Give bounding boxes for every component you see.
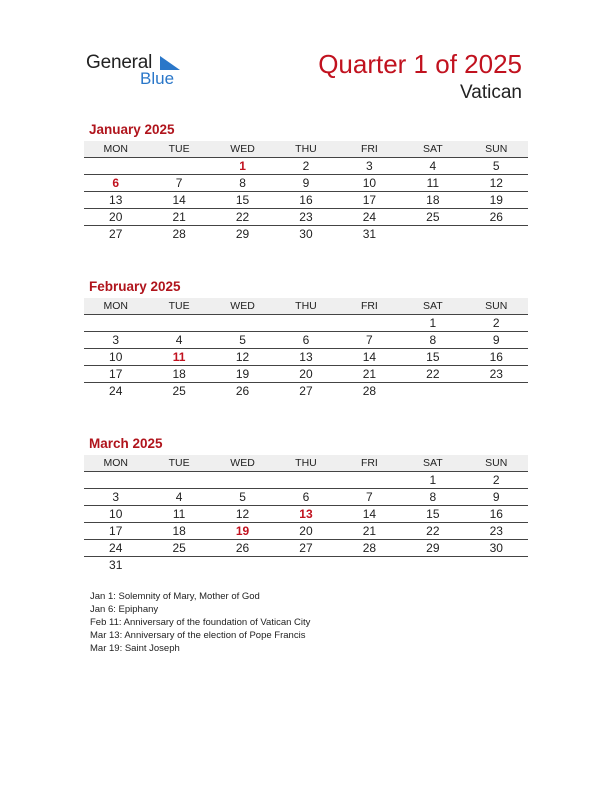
day-cell: 1 <box>429 473 437 487</box>
day-cell: 14 <box>362 350 377 364</box>
holiday-day-cell: 1 <box>239 159 246 173</box>
day-cell: 7 <box>366 490 373 504</box>
day-cell <box>84 472 147 488</box>
day-cell: 16 <box>489 350 503 364</box>
day-cell: 5 <box>239 490 246 504</box>
day-cell <box>274 557 337 573</box>
holiday-day-cell: 11 <box>172 350 186 364</box>
day-cell: 26 <box>235 541 250 555</box>
week-row <box>84 489 528 506</box>
day-cell: 10 <box>109 350 123 364</box>
day-cell: 7 <box>175 176 183 190</box>
weekday-header: WED <box>230 143 255 155</box>
week-row <box>84 349 528 366</box>
logo <box>86 52 196 92</box>
day-cell: 19 <box>235 367 250 381</box>
day-cell: 30 <box>489 541 503 555</box>
day-cell: 17 <box>362 193 377 207</box>
week-row <box>84 523 528 540</box>
holiday-note: Feb 11: Anniversary of the foundation of Vatican City <box>90 617 311 628</box>
day-cell <box>465 383 528 399</box>
month-title: March 2025 <box>89 436 163 451</box>
day-cell: 27 <box>299 384 313 398</box>
weekday-header: TUE <box>168 300 190 312</box>
day-cell: 21 <box>362 367 377 381</box>
weekday-header: THU <box>295 300 317 312</box>
day-cell: 6 <box>302 490 310 504</box>
day-cell: 18 <box>172 524 186 538</box>
weekday-header-row <box>84 141 528 158</box>
day-cell: 24 <box>362 210 377 224</box>
day-cell: 17 <box>109 367 123 381</box>
weekday-header: FRI <box>360 300 378 312</box>
day-cell: 8 <box>429 490 437 504</box>
day-cell: 10 <box>109 507 123 521</box>
week-row <box>84 472 528 489</box>
day-cell: 19 <box>489 193 503 207</box>
day-cell: 29 <box>235 227 250 241</box>
page-title: Quarter 1 of 2025 <box>318 49 522 79</box>
day-cell: 16 <box>489 507 503 521</box>
logo-general-text: General <box>86 52 153 73</box>
day-cell <box>338 315 401 331</box>
week-row <box>84 192 528 209</box>
day-cell: 25 <box>172 384 186 398</box>
day-cell: 2 <box>302 159 310 173</box>
day-cell <box>211 315 274 331</box>
day-cell: 8 <box>239 176 246 190</box>
day-cell: 28 <box>172 227 186 241</box>
weekday-header: SAT <box>422 300 443 312</box>
week-row <box>84 366 528 383</box>
day-cell: 14 <box>362 507 377 521</box>
month-title: February 2025 <box>89 279 181 294</box>
week-row <box>84 175 528 192</box>
day-cell <box>401 557 464 573</box>
weekday-header-row <box>84 298 528 315</box>
week-row <box>84 540 528 557</box>
holiday-day-cell: 19 <box>235 524 250 538</box>
day-cell: 2 <box>492 316 500 330</box>
day-cell: 29 <box>426 541 440 555</box>
weekday-header: SAT <box>422 457 443 469</box>
weekday-header: FRI <box>360 457 378 469</box>
day-cell <box>401 383 464 399</box>
day-cell: 9 <box>492 490 500 504</box>
day-cell: 18 <box>172 367 186 381</box>
day-cell: 30 <box>299 227 313 241</box>
day-cell: 31 <box>109 558 123 572</box>
day-cell: 21 <box>362 524 377 538</box>
day-cell: 11 <box>172 507 186 521</box>
day-cell: 10 <box>362 176 377 190</box>
week-row <box>84 209 528 226</box>
day-cell: 18 <box>426 193 440 207</box>
weekday-header: WED <box>230 300 255 312</box>
month-grid <box>84 141 528 242</box>
day-cell: 15 <box>426 507 440 521</box>
weekday-header: SUN <box>485 300 508 312</box>
week-row <box>84 315 528 332</box>
month-grid <box>84 298 528 399</box>
day-cell <box>338 557 401 573</box>
day-cell: 8 <box>429 333 437 347</box>
day-cell: 27 <box>299 541 313 555</box>
day-cell: 23 <box>489 367 503 381</box>
day-cell <box>211 557 274 573</box>
day-cell: 27 <box>109 227 123 241</box>
day-cell <box>147 557 210 573</box>
day-cell: 7 <box>366 333 373 347</box>
weekday-header: FRI <box>360 143 378 155</box>
day-cell: 26 <box>489 210 503 224</box>
weekday-header: MON <box>103 143 128 155</box>
day-cell: 11 <box>426 176 440 190</box>
day-cell: 20 <box>299 524 313 538</box>
day-cell: 24 <box>109 541 123 555</box>
day-cell: 31 <box>362 227 377 241</box>
day-cell <box>211 472 274 488</box>
day-cell <box>147 472 210 488</box>
day-cell: 26 <box>235 384 250 398</box>
day-cell <box>274 315 337 331</box>
day-cell: 4 <box>429 159 437 173</box>
holiday-note: Mar 19: Saint Joseph <box>90 643 180 654</box>
day-cell: 25 <box>426 210 440 224</box>
week-row <box>84 332 528 349</box>
month-title: January 2025 <box>89 122 175 137</box>
logo-blue-text: Blue <box>140 69 175 88</box>
holiday-note: Jan 1: Solemnity of Mary, Mother of God <box>90 591 260 602</box>
day-cell <box>465 557 528 573</box>
weekday-header: THU <box>295 457 317 469</box>
day-cell: 23 <box>489 524 503 538</box>
day-cell: 5 <box>492 159 500 173</box>
weekday-header: SUN <box>485 143 508 155</box>
weekday-header: THU <box>295 143 317 155</box>
day-cell: 22 <box>426 367 440 381</box>
day-cell: 22 <box>426 524 440 538</box>
week-row <box>84 226 528 242</box>
day-cell: 21 <box>172 210 186 224</box>
day-cell: 12 <box>489 176 503 190</box>
weekday-header: SAT <box>422 143 443 155</box>
day-cell: 12 <box>235 507 250 521</box>
day-cell: 28 <box>362 541 377 555</box>
holiday-notes <box>90 590 310 655</box>
day-cell <box>147 158 210 174</box>
day-cell: 14 <box>172 193 186 207</box>
day-cell: 3 <box>112 490 120 504</box>
day-cell: 13 <box>299 350 313 364</box>
day-cell: 25 <box>172 541 186 555</box>
holiday-day-cell: 6 <box>112 176 120 190</box>
day-cell: 4 <box>175 333 183 347</box>
day-cell: 3 <box>366 159 373 173</box>
week-row <box>84 158 528 175</box>
day-cell: 20 <box>109 210 123 224</box>
day-cell <box>274 472 337 488</box>
day-cell: 22 <box>235 210 250 224</box>
day-cell <box>147 315 210 331</box>
month-grid <box>84 455 528 573</box>
day-cell <box>401 226 464 242</box>
day-cell: 3 <box>112 333 120 347</box>
week-row <box>84 383 528 399</box>
week-row <box>84 506 528 523</box>
week-row <box>84 557 528 573</box>
day-cell: 16 <box>299 193 313 207</box>
day-cell: 5 <box>239 333 246 347</box>
day-cell: 9 <box>302 176 310 190</box>
day-cell: 15 <box>426 350 440 364</box>
logo-triangle-icon <box>158 56 180 70</box>
day-cell: 1 <box>429 316 437 330</box>
day-cell <box>465 226 528 242</box>
day-cell: 24 <box>109 384 123 398</box>
day-cell: 23 <box>299 210 313 224</box>
day-cell: 2 <box>492 473 500 487</box>
day-cell <box>84 315 147 331</box>
holiday-day-cell: 13 <box>299 507 313 521</box>
weekday-header: MON <box>103 300 128 312</box>
day-cell: 4 <box>175 490 183 504</box>
holiday-note: Mar 13: Anniversary of the election of Pope Francis <box>90 630 306 641</box>
weekday-header: TUE <box>168 457 190 469</box>
day-cell: 20 <box>299 367 313 381</box>
day-cell: 17 <box>109 524 123 538</box>
weekday-header: MON <box>103 457 128 469</box>
day-cell <box>84 158 147 174</box>
day-cell: 13 <box>109 193 123 207</box>
day-cell: 6 <box>302 333 310 347</box>
day-cell: 9 <box>492 333 500 347</box>
weekday-header: TUE <box>168 143 190 155</box>
day-cell <box>338 472 401 488</box>
day-cell: 15 <box>235 193 250 207</box>
weekday-header: WED <box>230 457 255 469</box>
country-name: Vatican <box>460 82 522 103</box>
weekday-header: SUN <box>485 457 508 469</box>
holiday-note: Jan 6: Epiphany <box>90 604 159 615</box>
day-cell: 12 <box>235 350 250 364</box>
day-cell: 28 <box>362 384 377 398</box>
weekday-header-row <box>84 455 528 472</box>
